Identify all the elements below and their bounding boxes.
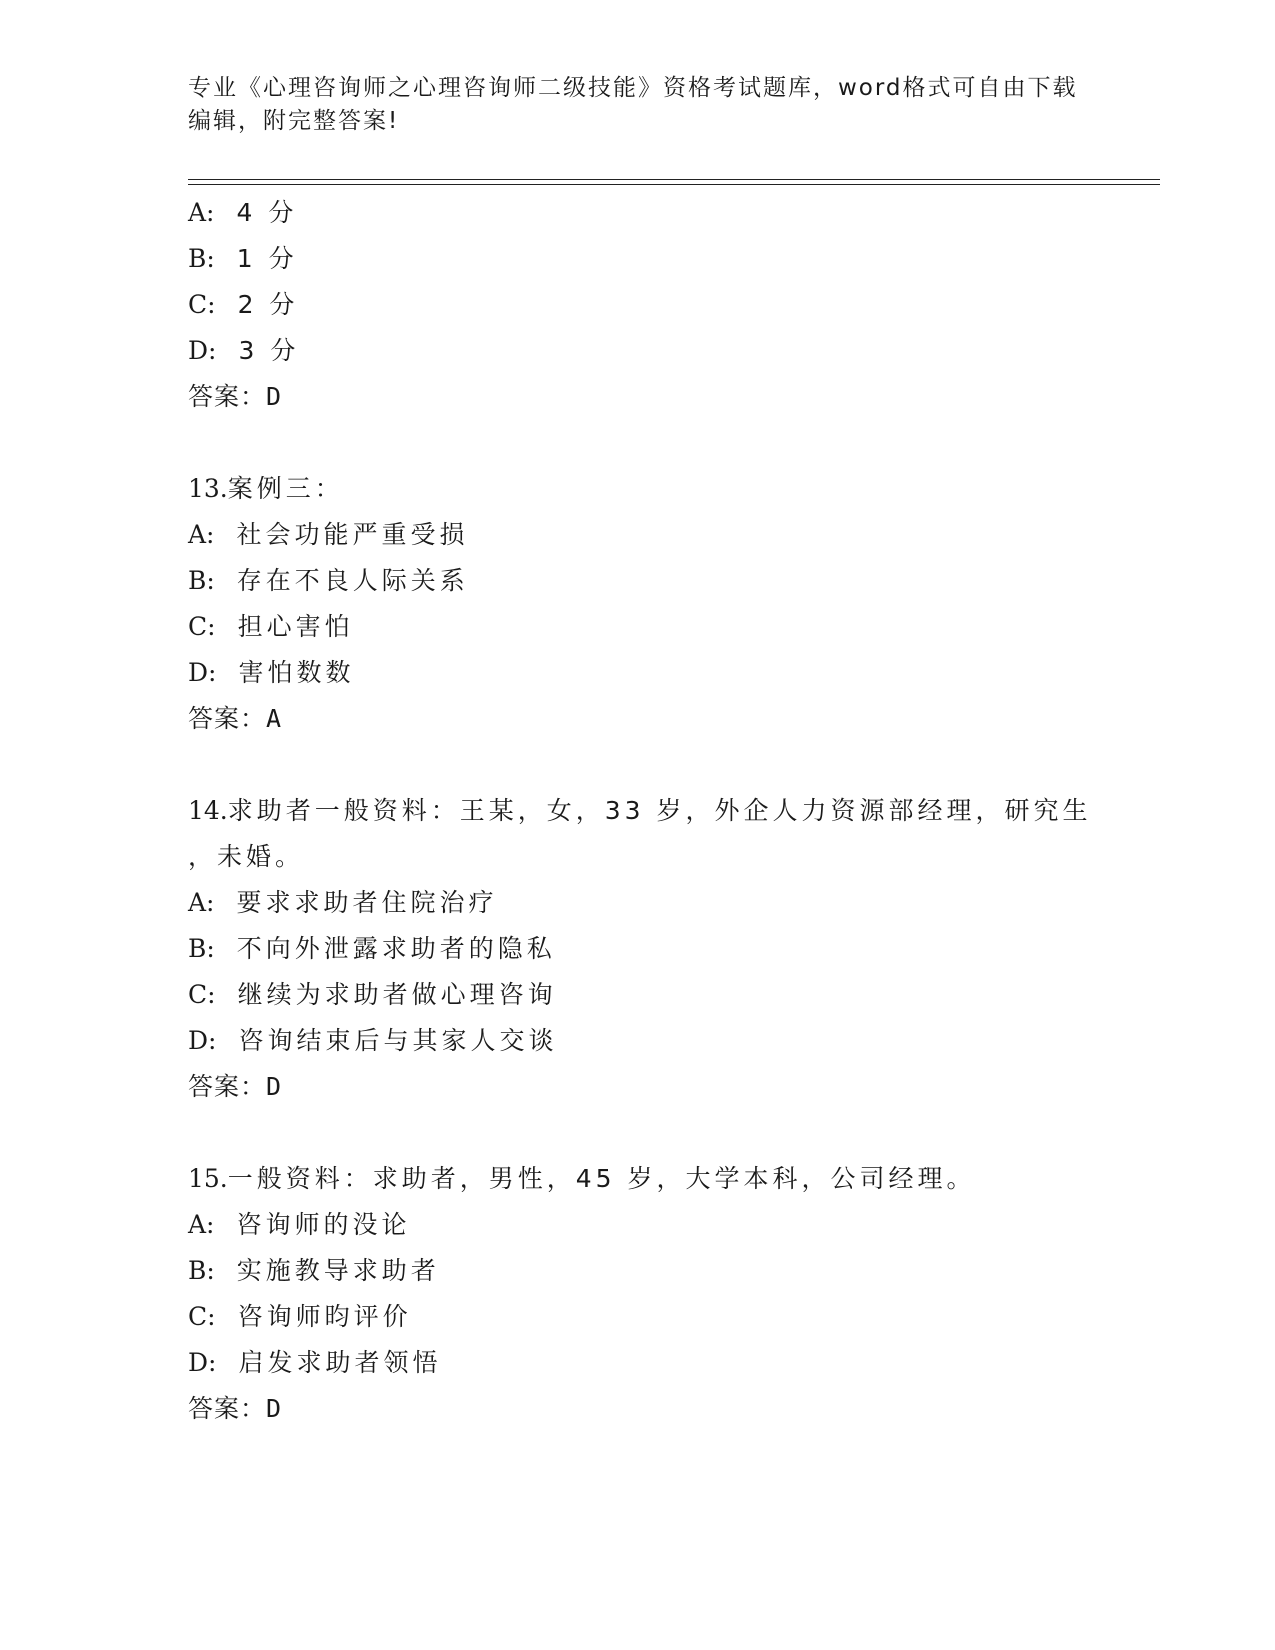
- question-13-block: [188, 466, 1148, 742]
- document-header: [188, 72, 1088, 138]
- question-title: 13.案例三：: [188, 474, 344, 503]
- option-d: D: 启发求助者领悟: [188, 1348, 442, 1377]
- option-c: C: 继续为求助者做心理咨询: [188, 980, 557, 1009]
- option-a: A: 4 分: [188, 198, 298, 227]
- answer-line: 答案：D: [188, 1394, 283, 1423]
- option-b: B: 不向外泄露求助者的隐私: [188, 934, 556, 963]
- answer-line: 答案：A: [188, 704, 283, 733]
- option-c: C: 咨询师昀评价: [188, 1302, 412, 1331]
- header-divider-bottom: [188, 184, 1160, 185]
- question-content: [188, 190, 1148, 1432]
- question-title-continued: ，未婚。: [188, 842, 305, 871]
- header-line-2: 编辑，附完整答案!: [188, 108, 400, 134]
- question-12-block: [188, 190, 1148, 420]
- option-c: C: 2 分: [188, 290, 299, 319]
- option-d: D: 咨询结束后与其家人交谈: [188, 1026, 558, 1055]
- answer-line: 答案：D: [188, 382, 283, 411]
- option-a: A: 咨询师的没论: [188, 1210, 411, 1239]
- option-a: A: 社会功能严重受损: [188, 520, 469, 549]
- question-title: 15.一般资料：求助者，男性，45 岁，大学本科，公司经理。: [188, 1164, 976, 1193]
- option-a: A: 要求求助者住院治疗: [188, 888, 498, 917]
- option-d: D: 害怕数数: [188, 658, 355, 687]
- header-line-1: 专业《心理咨询师之心理咨询师二级技能》资格考试题库，word格式可自由下载: [188, 75, 1078, 101]
- option-b: B: 存在不良人际关系: [188, 566, 469, 595]
- question-15-block: [188, 1156, 1148, 1432]
- option-b: B: 1 分: [188, 244, 298, 273]
- answer-line: 答案：D: [188, 1072, 283, 1101]
- option-c: C: 担心害怕: [188, 612, 354, 641]
- option-d: D: 3 分: [188, 336, 300, 365]
- header-divider-top: [188, 179, 1160, 180]
- question-14-block: [188, 788, 1148, 1110]
- option-b: B: 实施教导求助者: [188, 1256, 440, 1285]
- question-title: 14.求助者一般资料：王某，女，33 岁，外企人力资源部经理，研究生: [188, 796, 1092, 825]
